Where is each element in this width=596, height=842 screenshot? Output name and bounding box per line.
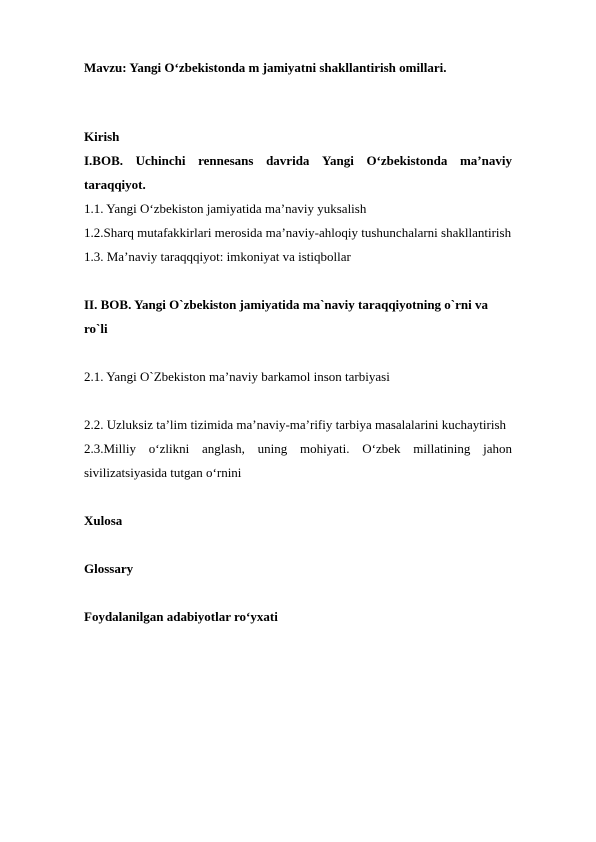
- chapter2-heading-continued: ro`li: [84, 321, 108, 336]
- chapter1-heading-word: Uchinchi: [135, 153, 186, 168]
- chapter1-heading-word: O‘zbekistonda: [366, 153, 448, 168]
- chapter1-heading-word: ma’naviy: [459, 153, 512, 168]
- intro-heading: Kirish: [84, 129, 120, 144]
- chapter2-heading: II. BOB. Yangi O`zbekiston jamiyatida ma`naviy taraqqiyotning o`rni va: [84, 297, 489, 312]
- toc-item-1-2: 1.2.Sharq mutafakkirlari merosida ma’naviy-ahloqiy tushunchalarni shakllantirish: [84, 225, 512, 240]
- toc-item-1-3: 1.3. Ma’naviy taraqqqiyot: imkoniyat va istiqbollar: [84, 249, 351, 264]
- toc-item-2-3-word: millatining: [413, 441, 471, 456]
- toc-item-2-3-word: O‘zbek: [362, 441, 401, 456]
- toc-item-2-2: 2.2. Uzluksiz ta’lim tizimida ma’naviy-ma’rifiy tarbiya masalalarini kuchaytirish: [84, 417, 507, 432]
- chapter1-heading-continued: taraqqiyot.: [84, 177, 146, 192]
- toc-item-2-3: [84, 441, 512, 457]
- chapter1-heading-word: davrida: [266, 153, 310, 168]
- toc-item-2-1: 2.1. Yangi O`Zbekiston ma’naviy barkamol inson tarbiyasi: [84, 369, 390, 384]
- glossary-heading: Glossary: [84, 561, 134, 576]
- toc-item-2-3-word: anglash,: [201, 441, 245, 456]
- toc-item-2-3-word: mohiyati.: [300, 441, 350, 456]
- chapter1-heading-word: rennesans: [198, 153, 254, 168]
- chapter1-heading: [84, 153, 512, 169]
- toc-item-2-3-word: uning: [257, 441, 288, 456]
- references-heading: Foydalanilgan adabiyotlar ro‘yxati: [84, 609, 278, 624]
- toc-item-2-3-word: 2.3.Milliy: [84, 441, 137, 456]
- toc-item-2-3-word: o‘zlikni: [148, 441, 190, 456]
- conclusion-heading: Xulosa: [84, 513, 123, 528]
- chapter1-heading-word: I.BOB.: [84, 153, 124, 168]
- chapter1-heading-word: Yangi: [322, 153, 354, 168]
- toc-item-2-3-word: jahon: [483, 441, 512, 456]
- topic-title: Mavzu: Yangi O‘zbekistonda m jamiyatni shakllantirish omillari.: [84, 60, 447, 75]
- toc-item-1-1: 1.1. Yangi O‘zbekiston jamiyatida ma’naviy yuksalish: [84, 201, 367, 216]
- toc-item-2-3-continued: sivilizatsiyasida tutgan o‘rnini: [84, 465, 242, 480]
